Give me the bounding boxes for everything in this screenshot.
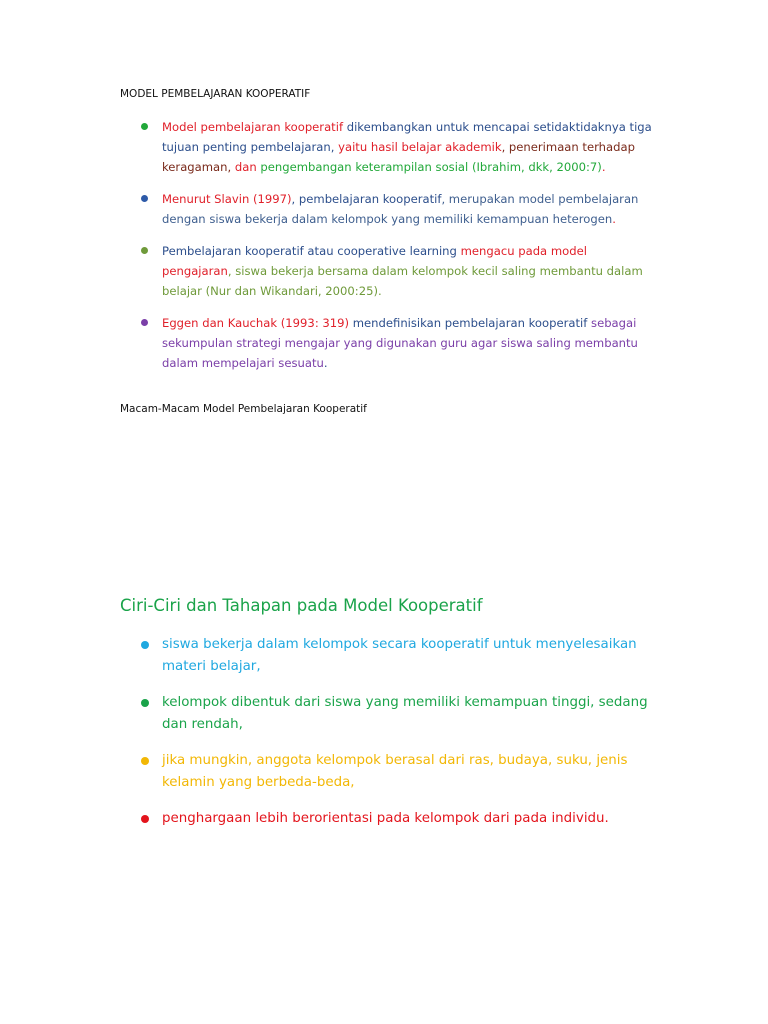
bullet-dot-icon: [141, 815, 149, 823]
segment: yaitu hasil belajar akademik: [338, 140, 502, 154]
segment: mendefinisikan pembelajaran kooperatif: [349, 316, 588, 330]
segment: ,: [227, 160, 235, 174]
segment: pengembangan keterampilan sosial (Ibrahim, dkk, 2000:7): [256, 160, 602, 174]
characteristic-text: kelompok dibentuk dari siswa yang memiliki kemampuan tinggi, sedang dan rendah,: [162, 695, 648, 732]
segment: mengacu pada model pengajaran: [162, 244, 587, 278]
segment: ,: [330, 140, 339, 154]
segment: Menurut Slavin (1997): [162, 192, 292, 206]
segment: , siswa bekerja bersama dalam kelompok kecil saling membantu dalam belajar (Nur dan Wikandari, 2000:25).: [162, 264, 643, 298]
characteristic-text: siswa bekerja dalam kelompok secara kooperatif untuk menyelesaikan materi belajar,: [162, 637, 637, 674]
characteristic-item-2: [120, 692, 660, 736]
segment: , penerimaan terhadap keragaman: [162, 140, 635, 174]
definition-item-4: [120, 313, 660, 373]
bullet-dot-icon: [141, 641, 149, 649]
bullet-dot-icon: [141, 757, 149, 765]
segment: .: [612, 212, 616, 226]
segment: Pembelajaran kooperatif atau cooperative learning: [162, 244, 457, 258]
segment: dikembangkan untuk mencapai setidaktidaknya tiga tujuan penting pembelajaran: [162, 120, 652, 154]
characteristic-item-4: [120, 808, 660, 830]
bullet-dot-icon: [141, 195, 148, 202]
bullet-dot-icon: [141, 247, 148, 254]
bullet-dot-icon: [141, 319, 148, 326]
segment: , merupakan model pembelajaran dengan siswa bekerja dalam kelompok yang memiliki kemampuan heterogen: [162, 192, 639, 226]
segment: dan: [234, 160, 257, 174]
segment: sebagai sekumpulan strategi mengajar yang digunakan guru agar siswa saling membantu dalam mempelajari sesuatu: [162, 316, 638, 370]
segment: Model pembelajaran kooperatif: [162, 120, 344, 134]
segment: .: [323, 356, 328, 370]
bullet-dot-icon: [141, 123, 148, 130]
definition-item-3: [120, 241, 660, 301]
definition-list: [120, 117, 660, 385]
characteristic-item-3: [120, 750, 660, 794]
segment: Eggen dan Kauchak (1993: 319): [162, 316, 350, 330]
characteristic-item-1: [120, 634, 660, 678]
section-title-ciri-ciri: Ciri-Ciri dan Tahapan pada Model Kooperatif: [120, 596, 483, 615]
segment: , pembelajaran kooperatif: [291, 192, 442, 206]
characteristic-text: penghargaan lebih berorientasi pada kelompok dari pada individu.: [162, 811, 609, 826]
section-title-macam-model: Macam-Macam Model Pembelajaran Kooperatif: [120, 403, 367, 415]
characteristics-list: [120, 634, 660, 844]
characteristic-text: jika mungkin, anggota kelompok berasal dari ras, budaya, suku, jenis kelamin yang berbeda-beda,: [162, 753, 628, 790]
section-title-model-kooperatif: MODEL PEMBELAJARAN KOOPERATIF: [120, 88, 311, 100]
bullet-dot-icon: [141, 699, 149, 707]
segment: .: [601, 160, 606, 174]
definition-item-2: [120, 189, 660, 229]
definition-item-1: [120, 117, 660, 177]
